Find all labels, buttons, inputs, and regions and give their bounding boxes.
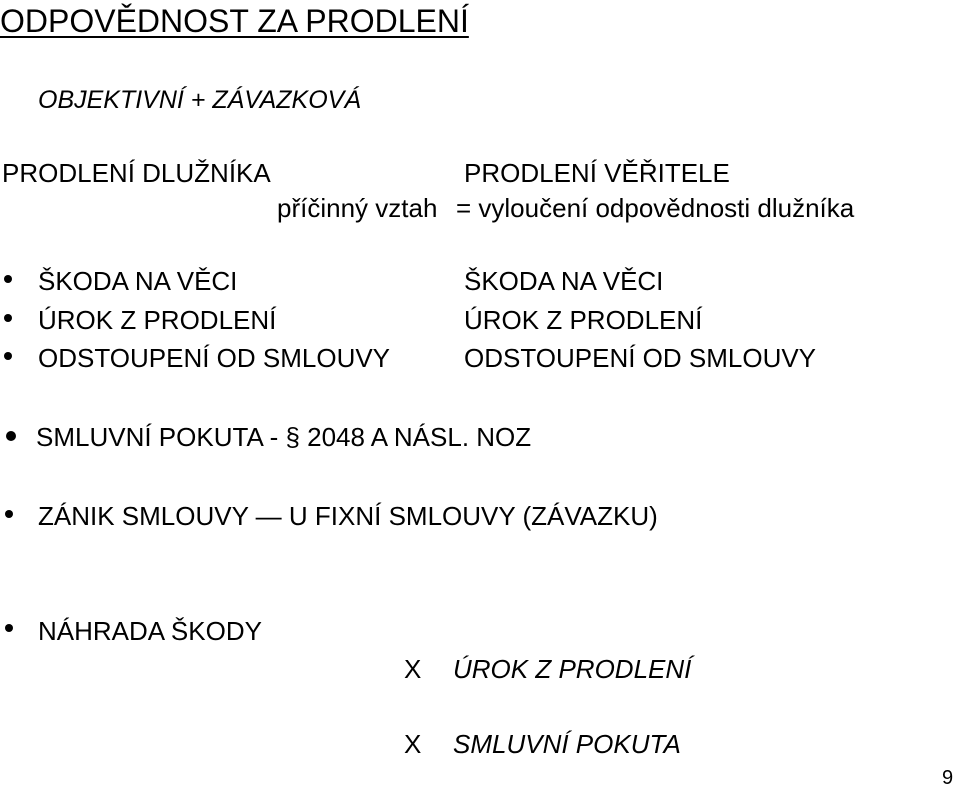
slide-title: ODPOVĚDNOST ZA PRODLENÍ [0,3,469,39]
bullet-icon [4,275,12,283]
bullet-icon [4,352,12,360]
bullet-icon [6,431,16,441]
creditor-consequence-item: ODSTOUPENÍ OD SMLOUVY [464,343,817,373]
creditor-delay-heading: PRODLENÍ VĚŘITELE [464,158,730,188]
damages-point: NÁHRADA ŠKODY [38,616,262,646]
creditor-consequence-item: ÚROK Z PRODLENÍ [464,305,703,335]
debtor-consequence-item: ODSTOUPENÍ OD SMLOUVY [38,343,391,373]
bullet-icon [5,510,13,518]
page-number: 9 [942,767,954,789]
contrast-item: ÚROK Z PRODLENÍ [453,654,692,684]
slide-subtitle: OBJEKTIVNÍ + ZÁVAZKOVÁ [38,86,362,114]
contrast-marker: X [404,729,422,759]
creditor-consequence-item: ŠKODA NA VĚCI [464,266,664,296]
debtor-consequence-item: ŠKODA NA VĚCI [38,266,238,296]
bullet-icon [5,624,13,632]
contract-penalty-point: SMLUVNÍ POKUTA - § 2048 A NÁSL. NOZ [36,422,532,452]
contrast-marker: X [404,654,422,684]
contrast-item: SMLUVNÍ POKUTA [453,729,681,759]
contract-termination-point: ZÁNIK SMLOUVY — U FIXNÍ SMLOUVY (ZÁVAZKU) [38,501,658,531]
debtor-delay-heading: PRODLENÍ DLUŽNÍKA [2,158,271,188]
bullet-icon [4,314,12,322]
debtor-consequence-item: ÚROK Z PRODLENÍ [38,305,277,335]
causal-link-definition: = vyloučení odpovědnosti dlužníka [456,193,855,223]
causal-link-term: příčinný vztah [277,193,438,223]
